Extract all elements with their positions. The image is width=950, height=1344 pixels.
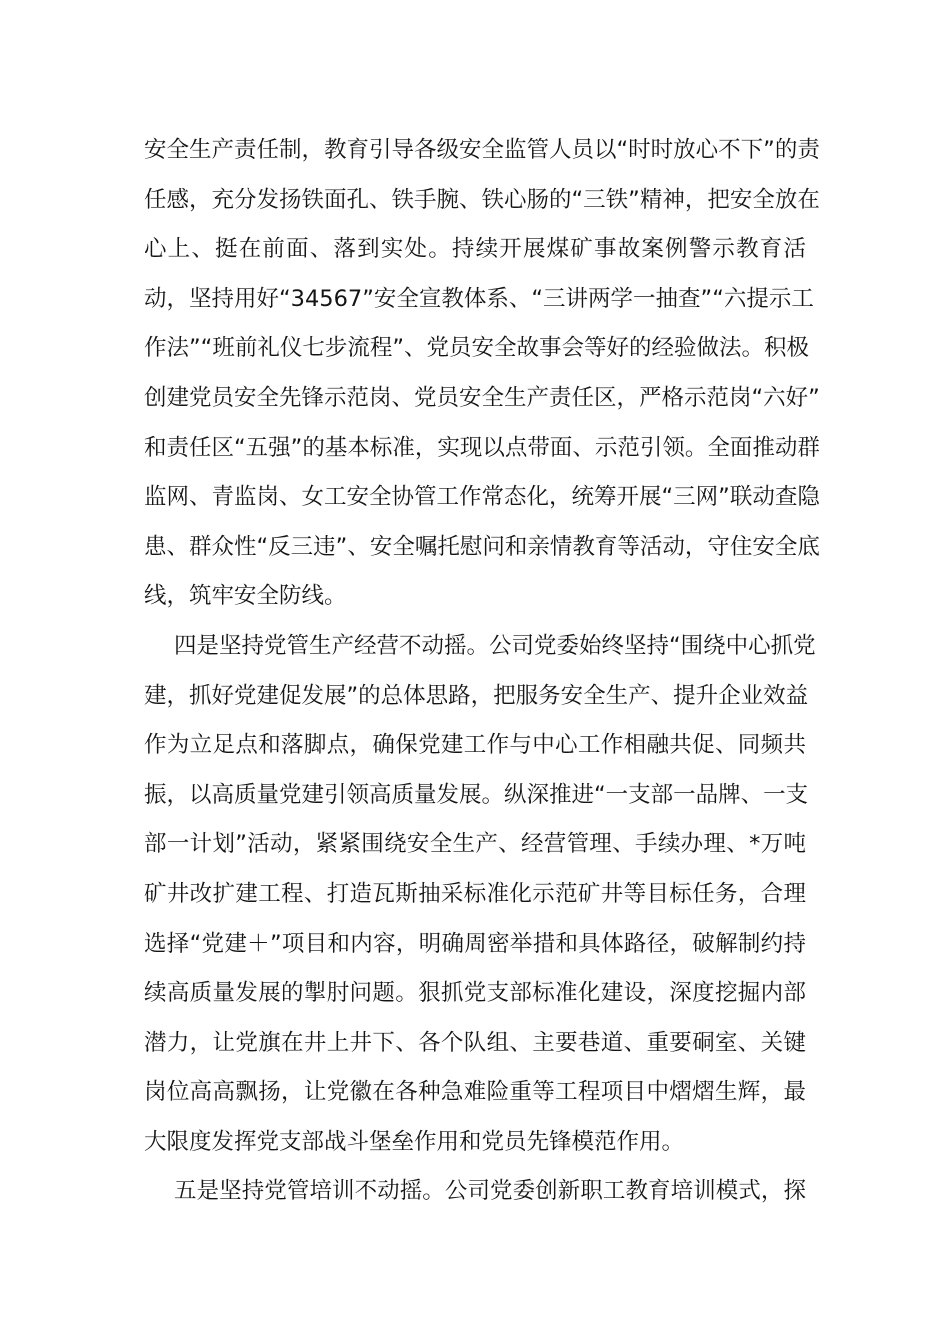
paragraph-2-line-10: 岗位高高飘扬，让党徽在各种急难险重等工程项目中熠熠生辉，最	[144, 1079, 806, 1106]
paragraph-1-line-5: 作法”“班前礼仪七步流程”、党员安全故事会等好的经验做法。积极	[144, 335, 809, 362]
paragraph-2-line-1: 四是坚持党管生产经营不动摇。公司党委始终坚持“围绕中心抓党	[174, 632, 816, 659]
paragraph-2-line-9: 潜力，让党旗在井上井下、各个队组、主要巷道、重要硐室、关键	[144, 1029, 806, 1056]
paragraph-2-line-5: 部一计划”活动，紧紧围绕安全生产、经营管理、手续办理、*万吨	[144, 831, 806, 858]
paragraph-1-line-9: 患、群众性“反三违”、安全嘱托慰问和亲情教育等活动，守住安全底	[144, 533, 820, 560]
paragraph-1-line-3: 心上、挺在前面、落到实处。持续开展煤矿事故案例警示教育活	[144, 236, 806, 263]
paragraph-2-line-11: 大限度发挥党支部战斗堡垒作用和党员先锋模范作用。	[144, 1128, 685, 1155]
paragraph-2-line-7: 选择“党建＋”项目和内容，明确周密举措和具体路径，破解制约持	[144, 930, 806, 957]
paragraph-2-line-4: 振，以高质量党建引领高质量发展。纵深推进“一支部一品牌、一支	[144, 781, 809, 808]
paragraph-2-line-2: 建，抓好党建促发展”的总体思路，把服务安全生产、提升企业效益	[144, 682, 809, 709]
paragraph-1-line-6: 创建党员安全先锋示范岗、党员安全生产责任区，严格示范岗“六好”	[144, 384, 820, 411]
body-text	[144, 126, 820, 1217]
paragraph-1-line-8: 监网、青监岗、女工安全协管工作常态化，统筹开展“三网”联动查隐	[144, 484, 820, 511]
paragraph-1-line-4: 动，坚持用好“34567”安全宣教体系、“三讲两学一抽查”“六提示工	[144, 285, 814, 312]
paragraph-1-line-1: 安全生产责任制，教育引导各级安全监管人员以“时时放心不下”的责	[144, 137, 820, 163]
paragraph-2-line-8: 续高质量发展的掣肘问题。狠抓党支部标准化建设，深度挖掘内部	[144, 980, 806, 1007]
paragraph-2-line-3: 作为立足点和落脚点，确保党建工作与中心工作相融共促、同频共	[144, 732, 806, 759]
paragraph-3-line-1: 五是坚持党管培训不动摇。公司党委创新职工教育培训模式，探	[174, 1178, 806, 1205]
paragraph-1-line-7: 和责任区“五强”的基本标准，实现以点带面、示范引领。全面推动群	[144, 434, 820, 461]
paragraph-1-line-10: 线，筑牢安全防线。	[144, 583, 347, 610]
paragraph-2-line-6: 矿井改扩建工程、打造瓦斯抽采标准化示范矿井等目标任务，合理	[144, 880, 806, 907]
paragraph-1-line-2: 任感，充分发扬铁面孔、铁手腕、铁心肠的“三铁”精神，把安全放在	[144, 186, 820, 213]
